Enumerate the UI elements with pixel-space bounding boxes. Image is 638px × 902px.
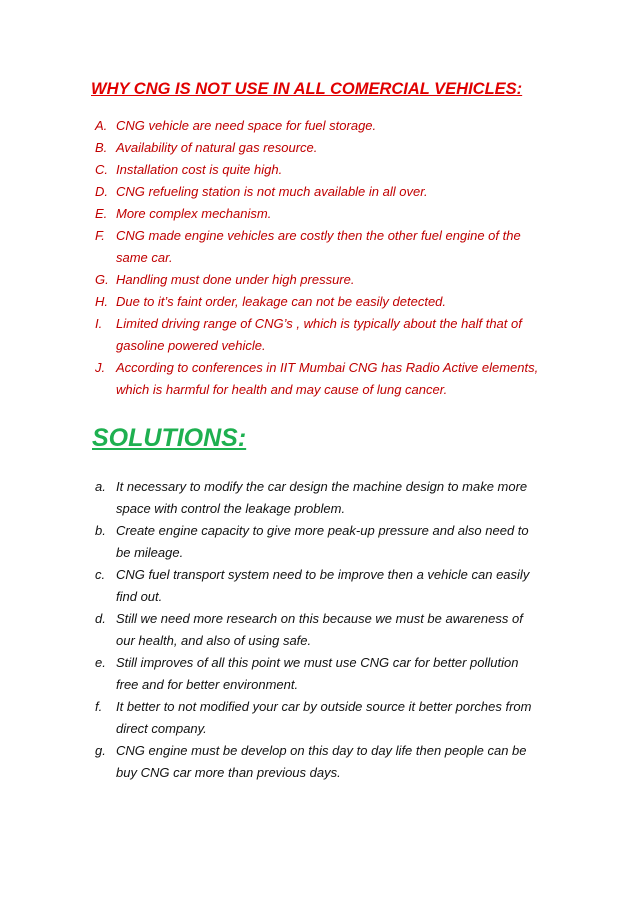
list-marker: C. [95, 162, 108, 177]
problems-item [95, 181, 595, 203]
list-item-text: More complex mechanism. [116, 206, 272, 221]
list-item-text: CNG fuel transport system need to be improve then a vehicle can easily [116, 567, 530, 582]
solutions-item [95, 652, 595, 696]
list-item-text: direct company. [116, 721, 207, 736]
list-item-text: Create engine capacity to give more peak-up pressure and also need to [116, 523, 529, 538]
problems-item [95, 357, 595, 401]
list-item-text: CNG vehicle are need space for fuel storage. [116, 118, 377, 133]
list-marker: E. [95, 206, 108, 221]
list-marker: D. [95, 184, 108, 199]
list-item-text: It necessary to modify the car design the machine design to make more [116, 479, 528, 494]
solutions-list [95, 476, 595, 784]
solutions-item [95, 520, 595, 564]
problems-item [95, 225, 595, 269]
solutions-item [95, 740, 595, 784]
solutions-item [95, 476, 595, 520]
list-item-text: Limited driving range of CNG’s , which is typically about the half that of [116, 316, 522, 331]
list-marker: A. [95, 118, 108, 133]
list-marker: I. [95, 316, 103, 331]
list-marker: a. [95, 479, 106, 494]
problems-item [95, 203, 595, 225]
list-marker: d. [95, 611, 106, 626]
list-item-text: same car. [116, 250, 173, 265]
problems-item [95, 159, 595, 181]
list-item-text: our health, and also of using safe. [116, 633, 312, 648]
list-item-text: It better to not modified your car by outside source it better porches from [116, 699, 532, 714]
list-item-text: CNG engine must be develop on this day to day life then people can be [116, 743, 527, 758]
problems-item [95, 137, 595, 159]
problems-heading: WHY CNG IS NOT USE IN ALL COMERCIAL VEHICLES: [91, 80, 523, 98]
list-item-text: Still improves of all this point we must use CNG car for better pollution [116, 655, 519, 670]
problems-item [95, 269, 595, 291]
list-item-text: gasoline powered vehicle. [116, 338, 266, 353]
list-marker: G. [95, 272, 109, 287]
list-item-text: which is harmful for health and may cause of lung cancer. [116, 382, 448, 397]
problems-item [95, 313, 595, 357]
list-marker: f. [95, 699, 103, 714]
list-marker: g. [95, 743, 106, 758]
problems-list [95, 115, 595, 401]
list-marker: F. [95, 228, 105, 243]
list-item-text: Handling must done under high pressure. [116, 272, 355, 287]
list-marker: b. [95, 523, 106, 538]
list-marker: H. [95, 294, 108, 309]
list-item-text: free and for better environment. [116, 677, 299, 692]
list-item-text: buy CNG car more than previous days. [116, 765, 341, 780]
list-marker: e. [95, 655, 106, 670]
solutions-item [95, 608, 595, 652]
list-item-text: be mileage. [116, 545, 184, 560]
list-item-text: Installation cost is quite high. [116, 162, 283, 177]
solutions-item [95, 564, 595, 608]
list-item-text: According to conferences in IIT Mumbai CNG has Radio Active elements, [116, 360, 539, 375]
list-marker: B. [95, 140, 108, 155]
problems-item [95, 291, 595, 313]
solutions-heading: SOLUTIONS: [92, 424, 247, 452]
problems-item [95, 115, 595, 137]
list-item-text: space with control the leakage problem. [116, 501, 346, 516]
list-item-text: Due to it’s faint order, leakage can not be easily detected. [116, 294, 447, 309]
list-item-text: CNG refueling station is not much available in all over. [116, 184, 428, 199]
solutions-item [95, 696, 595, 740]
list-item-text: CNG made engine vehicles are costly then the other fuel engine of the [116, 228, 521, 243]
list-item-text: Availability of natural gas resource. [116, 140, 318, 155]
list-marker: c. [95, 567, 106, 582]
list-item-text: find out. [116, 589, 163, 604]
list-item-text: Still we need more research on this because we must be awareness of [116, 611, 523, 626]
list-marker: J. [95, 360, 106, 375]
